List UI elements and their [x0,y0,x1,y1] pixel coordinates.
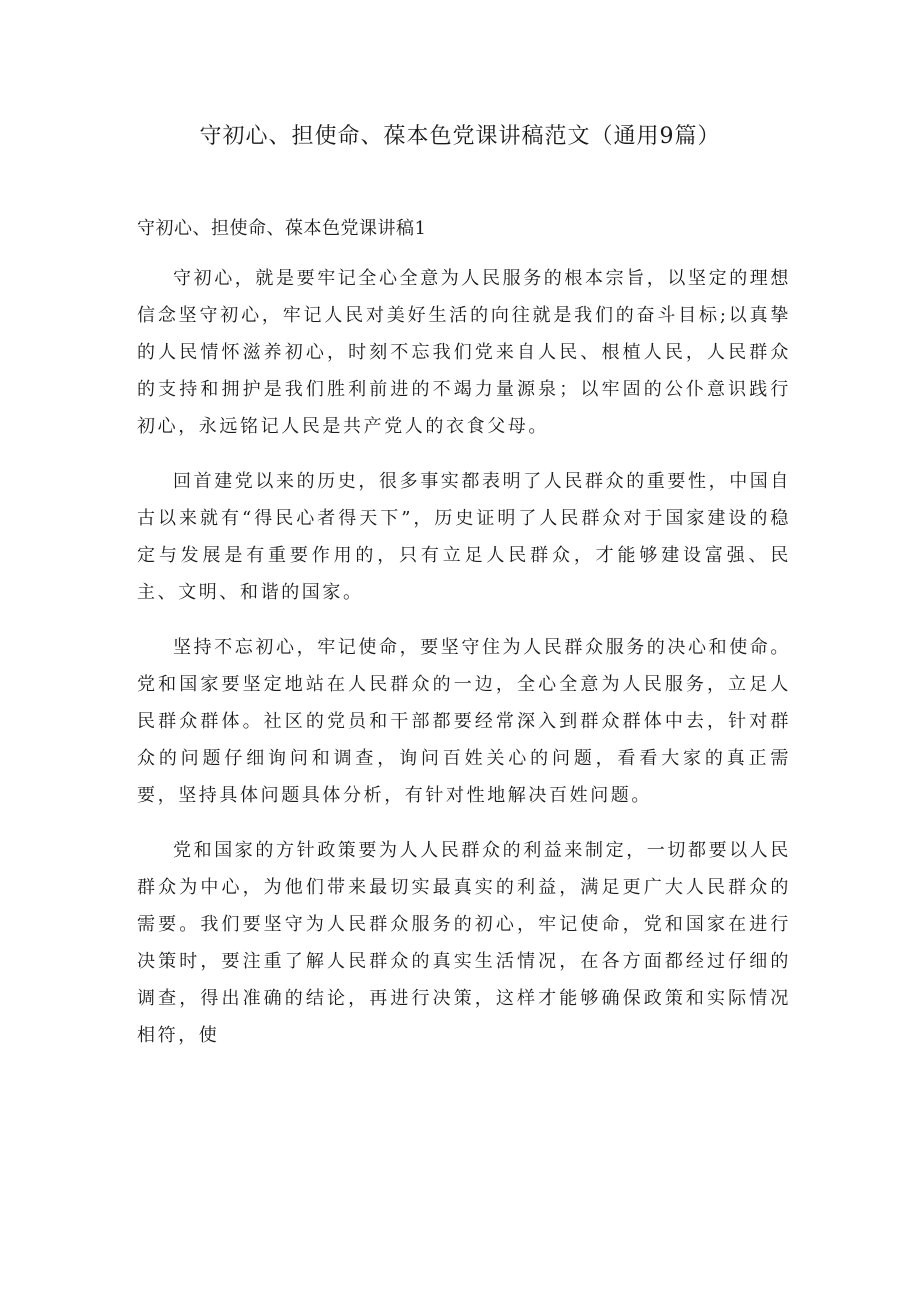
paragraph: 回首建党以来的历史，很多事实都表明了人民群众的重要性，中国自古以来就有“得民心者得天下”，历史证明了人民群众对于国家建设的稳定与发展是有重要作用的，只有立足人民群众，才能够建设富强、民主、文明、和谐的国家。 [137,471,791,603]
section-heading: 守初心、担使命、葆本色党课讲稿1 [137,218,427,239]
document-title: 守初心、担使命、葆本色党课讲稿范文（通用9篇） [199,124,721,149]
paragraph: 守初心，就是要牢记全心全意为人民服务的根本宗旨，以坚定的理想信念坚守初心，牢记人民对美好生活的向往就是我们的奋斗目标;以真挚的人民情怀滋养初心，时刻不忘我们党来自人民、根植人民，人民群众的支持和拥护是我们胜利前进的不竭力量源泉；以牢固的公仆意识践行初心，永远铭记人民是共产党人的衣食父母。 [137,268,791,437]
document-body [137,260,791,1072]
paragraph: 党和国家的方针政策要为人人民群众的利益来制定，一切都要以人民群众为中心，为他们带来最切实最真实的利益，满足更广大人民群众的需要。我们要坚守为人民群众服务的初心，牢记使命，党和国家在进行决策时，要注重了解人民群众的真实生活情况，在各方面都经过仔细的调查，得出准确的结论，再进行决策，这样才能够确保政策和实际情况相符，使 [137,840,791,1046]
paragraph: 坚持不忘初心，牢记使命，要坚守住为人民群众服务的决心和使命。党和国家要坚定地站在人民群众的一边，全心全意为人民服务，立足人民群众群体。社区的党员和干部都要经常深入到群众群体中去，针对群众的问题仔细询问和调查，询问百姓关心的问题，看看大家的真正需要，坚持具体问题具体分析，有针对性地解决百姓问题。 [137,637,791,806]
